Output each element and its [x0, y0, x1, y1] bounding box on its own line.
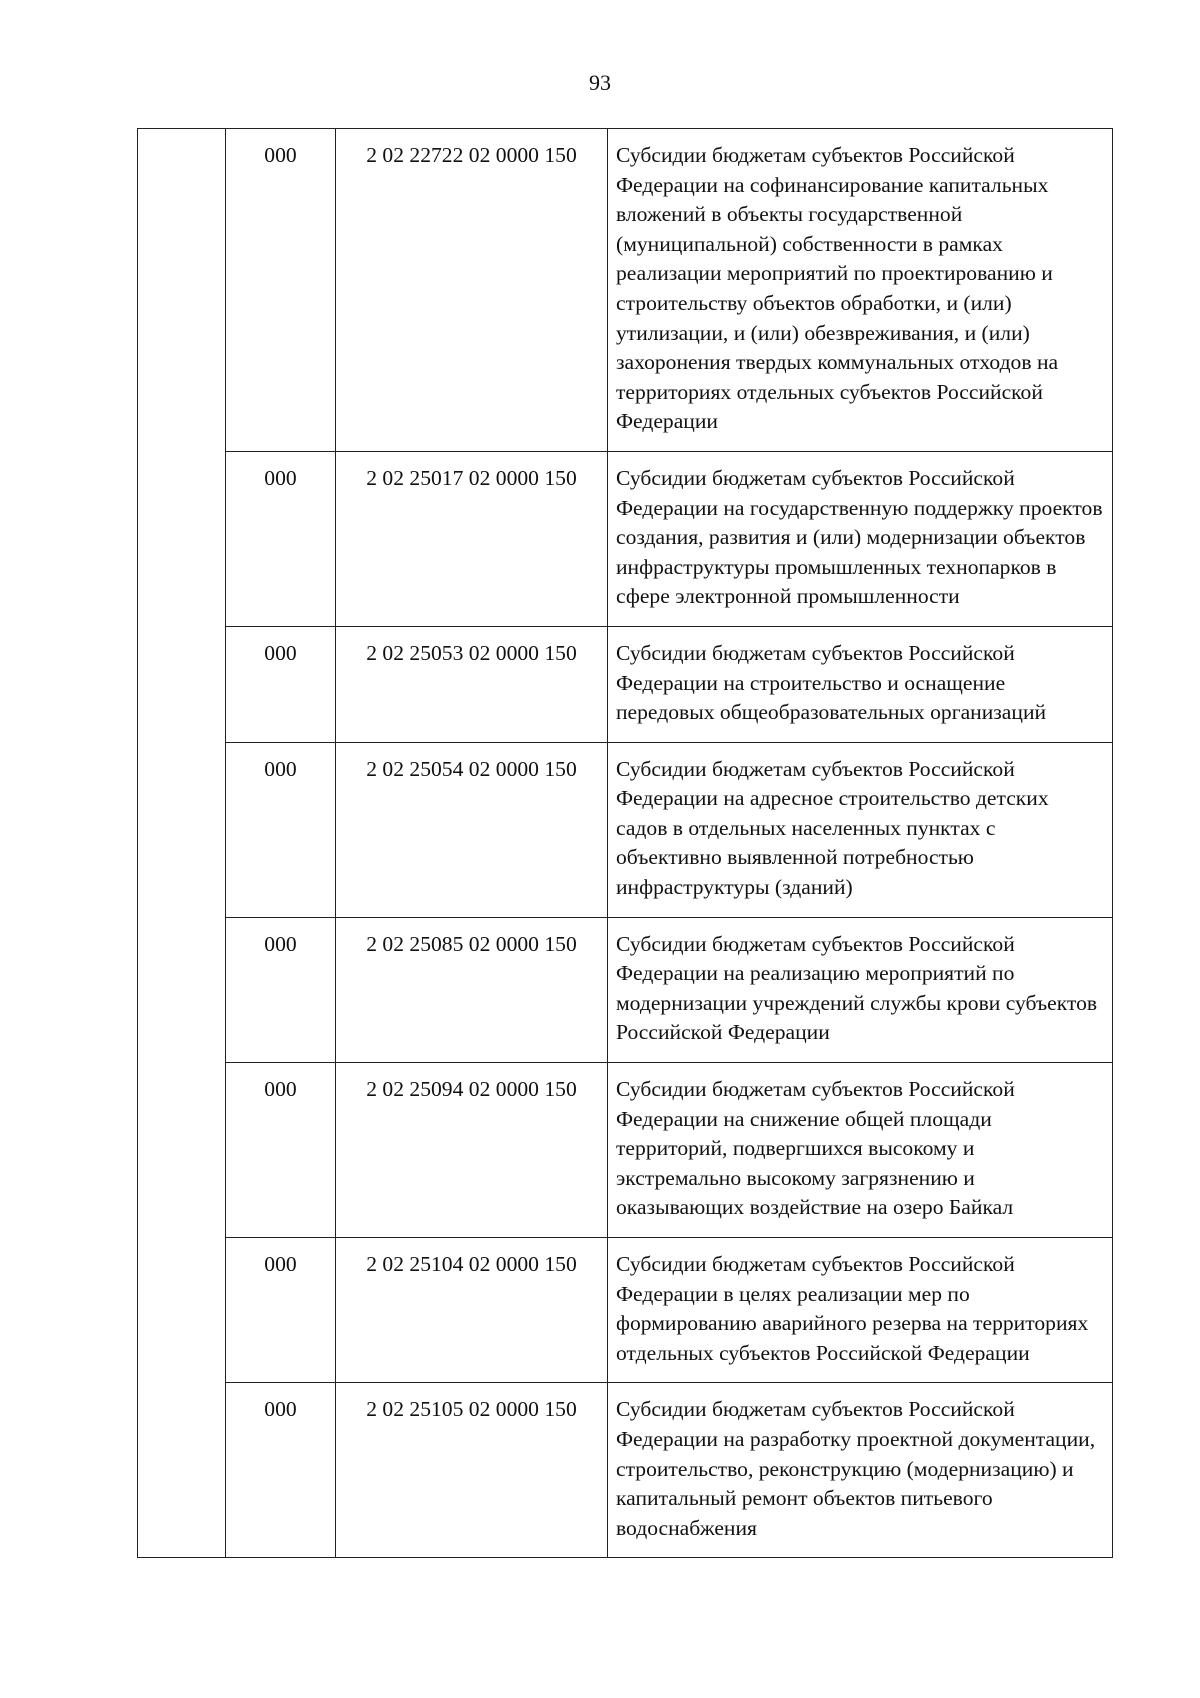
- table-row: [138, 742, 1113, 917]
- budget-code-cell: 2 02 25105 02 0000 150: [336, 1383, 608, 1558]
- income-name-cell: Субсидии бюджетам субъектов Российской Федерации на государственную поддержку проектов создания, развития и (или) модернизации объектов инфраструктуры промышленных технопарков в сфере электронной промышленности: [608, 451, 1113, 626]
- budget-code-cell: 2 02 25053 02 0000 150: [336, 626, 608, 742]
- admin-code-cell: 000: [226, 129, 336, 452]
- income-name-cell: Субсидии бюджетам субъектов Российской Федерации на разработку проектной документации, строительство, реконструкцию (модернизацию) и капитальный ремонт объектов питьевого водоснабжения: [608, 1383, 1113, 1558]
- income-name-cell: Субсидии бюджетам субъектов Российской Федерации на строительство и оснащение передовых общеобразовательных организаций: [608, 626, 1113, 742]
- budget-code-cell: 2 02 25094 02 0000 150: [336, 1063, 608, 1238]
- budget-code-cell: 2 02 25104 02 0000 150: [336, 1238, 608, 1383]
- table-row: [138, 1063, 1113, 1238]
- income-name-cell: Субсидии бюджетам субъектов Российской Федерации на софинансирование капитальных вложений в объекты государственной (муниципальной) собственности в рамках реализации мероприятий по проектированию и строительству объектов обработки, и (или) утилизации, и (или) обезвреживания, и (или) захоронения твердых коммунальных отходов на территориях отдельных субъектов Российской Федерации: [608, 129, 1113, 452]
- admin-code-cell: 000: [226, 1383, 336, 1558]
- budget-classification-table: [137, 128, 1113, 1558]
- admin-code-cell: 000: [226, 917, 336, 1062]
- blank-cell: [138, 129, 226, 1558]
- admin-code-cell: 000: [226, 451, 336, 626]
- admin-code-cell: 000: [226, 742, 336, 917]
- budget-code-cell: 2 02 25085 02 0000 150: [336, 917, 608, 1062]
- table-row: [138, 1383, 1113, 1558]
- admin-code-cell: 000: [226, 626, 336, 742]
- page-number: 93: [589, 70, 611, 95]
- table-row: [138, 1238, 1113, 1383]
- table-row: [138, 129, 1113, 452]
- income-name-cell: Субсидии бюджетам субъектов Российской Федерации в целях реализации мер по формированию аварийного резерва на территориях отдельных субъектов Российской Федерации: [608, 1238, 1113, 1383]
- budget-code-cell: 2 02 25017 02 0000 150: [336, 451, 608, 626]
- admin-code-cell: 000: [226, 1063, 336, 1238]
- table-row: [138, 917, 1113, 1062]
- budget-code-cell: 2 02 25054 02 0000 150: [336, 742, 608, 917]
- table-row: [138, 451, 1113, 626]
- income-name-cell: Субсидии бюджетам субъектов Российской Федерации на реализацию мероприятий по модернизации учреждений службы крови субъектов Российской Федерации: [608, 917, 1113, 1062]
- income-name-cell: Субсидии бюджетам субъектов Российской Федерации на снижение общей площади территорий, подвергшихся высокому и экстремально высокому загрязнению и оказывающих воздействие на озеро Байкал: [608, 1063, 1113, 1238]
- income-name-cell: Субсидии бюджетам субъектов Российской Федерации на адресное строительство детских садов в отдельных населенных пунктах с объективно выявленной потребностью инфраструктуры (зданий): [608, 742, 1113, 917]
- budget-code-cell: 2 02 22722 02 0000 150: [336, 129, 608, 452]
- admin-code-cell: 000: [226, 1238, 336, 1383]
- table-row: [138, 626, 1113, 742]
